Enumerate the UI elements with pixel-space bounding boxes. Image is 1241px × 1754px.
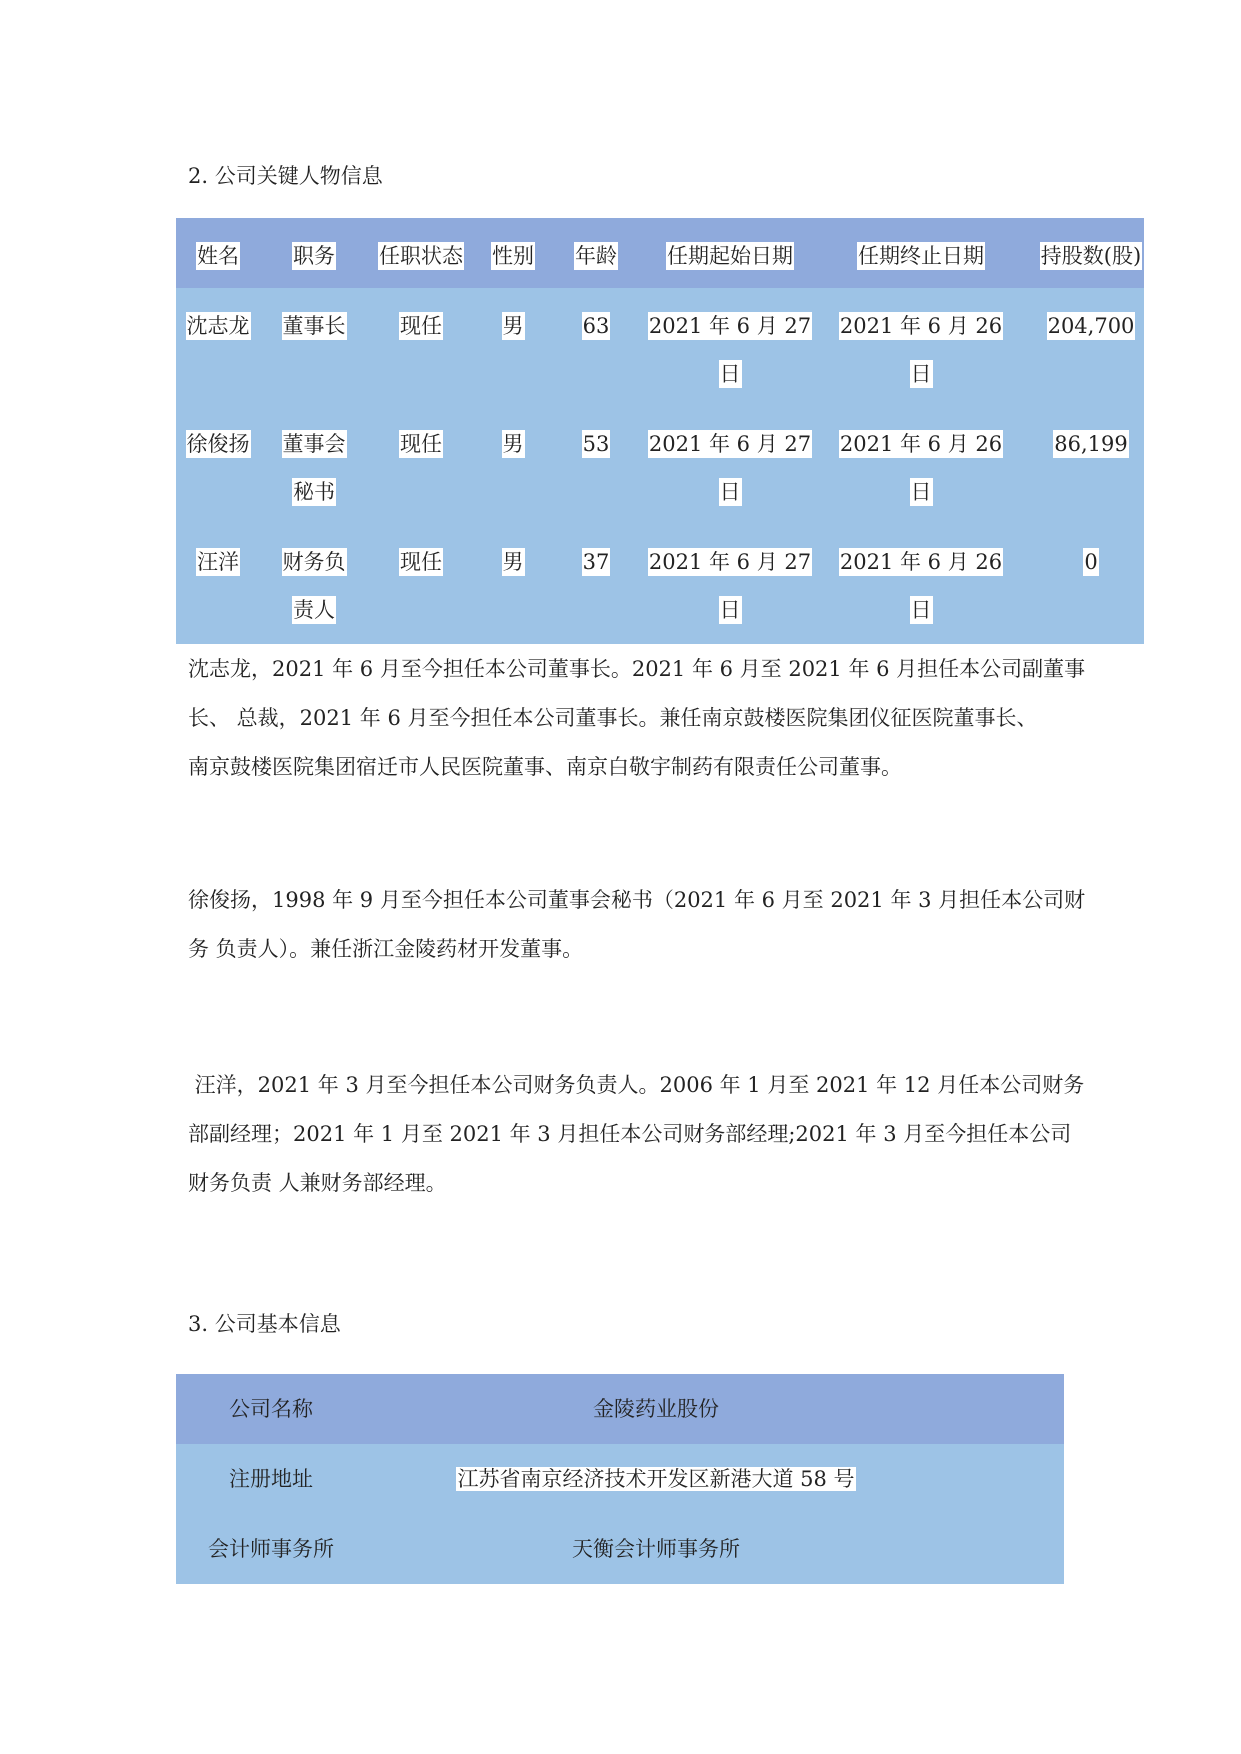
row-wang-shares: 0 xyxy=(1084,549,1098,574)
row-wang-name: 汪洋 xyxy=(197,549,239,574)
header-shares: 持股数(股) xyxy=(1040,243,1142,268)
section3-title: 3. 公司基本信息 xyxy=(188,1312,341,1336)
basic-info-table xyxy=(176,1374,1064,1584)
row-wang-age: 37 xyxy=(582,549,610,574)
row-wang-title: 财务负 责人 xyxy=(282,549,346,622)
row-shen-age: 63 xyxy=(582,313,610,338)
row-company-name-value: 金陵药业股份 xyxy=(593,1397,719,1421)
row-xu-end: 2021 年 6 月 26 日 xyxy=(839,431,1003,504)
header-gender: 性别 xyxy=(492,243,534,268)
row-shen-name: 沈志龙 xyxy=(186,313,250,338)
header-title: 职务 xyxy=(293,243,335,268)
row-xu-name: 徐俊扬 xyxy=(186,431,250,456)
key-people-table xyxy=(176,218,1144,644)
row-xu-gender: 男 xyxy=(502,431,524,456)
row-address-label: 注册地址 xyxy=(229,1467,313,1491)
row-xu-age: 53 xyxy=(582,431,610,456)
row-wang-start: 2021 年 6 月 27 日 xyxy=(648,549,812,622)
bio-wang: 汪洋，2021 年 3 月至今担任本公司财务负责人。2006 年 1 月至 2021 年 12 月任本公司财务 部副经理；2021 年 1 月至 2021 年 3 月担任本公司财务部经理;2021 年 3 月至今担任本公司 财务负责 人兼财务部经理。 xyxy=(188,1073,1085,1195)
header-end: 任期终止日期 xyxy=(858,243,984,268)
header-start: 任期起始日期 xyxy=(667,243,793,268)
row-shen-gender: 男 xyxy=(502,313,524,338)
row-auditor-label: 会计师事务所 xyxy=(208,1537,334,1561)
row-auditor-value: 天衡会计师事务所 xyxy=(572,1537,740,1561)
bio-xu: 徐俊扬，1998 年 9 月至今担任本公司董事会秘书（2021 年 6 月至 2021 年 3 月担任本公司财 务 负责人）。兼任浙江金陵药材开发董事。 xyxy=(188,888,1086,961)
header-status: 任职状态 xyxy=(379,243,463,268)
row-company-name-label: 公司名称 xyxy=(229,1397,313,1421)
row-shen-end: 2021 年 6 月 26 日 xyxy=(839,313,1003,386)
row-shen-shares: 204,700 xyxy=(1047,313,1135,338)
row-shen-title: 董事长 xyxy=(282,313,346,338)
row-xu-shares: 86,199 xyxy=(1054,431,1128,456)
header-name: 姓名 xyxy=(197,243,239,268)
row-xu-start: 2021 年 6 月 27 日 xyxy=(648,431,812,504)
row-xu-status: 现任 xyxy=(400,431,442,456)
row-shen-status: 现任 xyxy=(400,313,442,338)
row-wang-end: 2021 年 6 月 26 日 xyxy=(839,549,1003,622)
row-address-value: 江苏省南京经济技术开发区新港大道 58 号 xyxy=(457,1467,855,1491)
section2-title: 2. 公司关键人物信息 xyxy=(188,164,383,188)
row-wang-gender: 男 xyxy=(502,549,524,574)
row-wang-status: 现任 xyxy=(400,549,442,574)
row-shen-start: 2021 年 6 月 27 日 xyxy=(648,313,812,386)
bio-shen: 沈志龙，2021 年 6 月至今担任本公司董事长。2021 年 6 月至 2021 年 6 月担任本公司副董事 长、 总裁，2021 年 6 月至今担任本公司董事长。兼任南京鼓楼医院集团仪征医院董事长、 南京鼓楼医院集团宿迁市人民医院董事、南京白敬宇制药有限责任公司董事。 xyxy=(188,657,1086,779)
header-age: 年龄 xyxy=(575,243,617,268)
row-xu-title: 董事会 秘书 xyxy=(282,431,346,504)
